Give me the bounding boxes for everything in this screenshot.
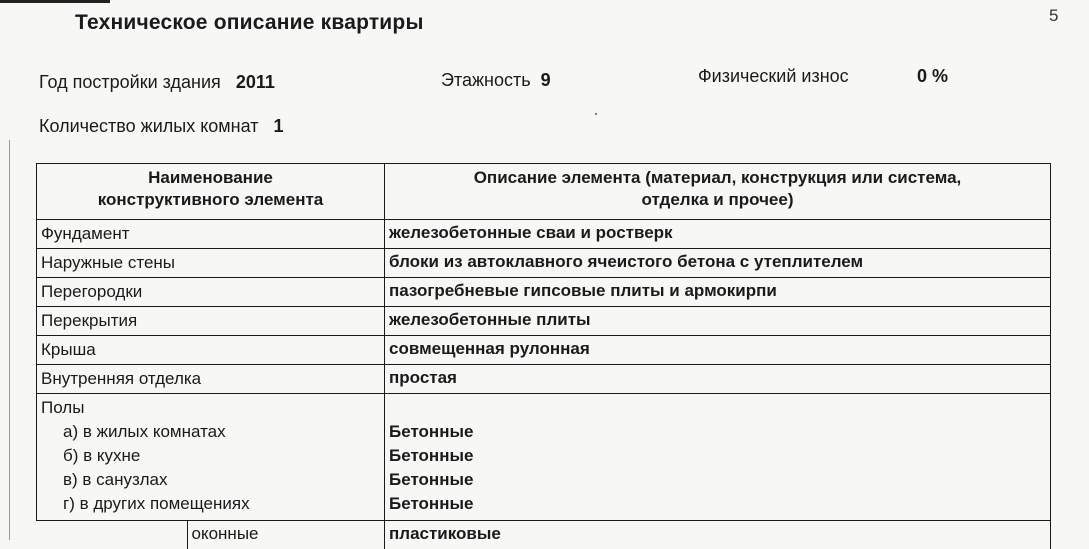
- table-row: [37, 336, 1051, 365]
- table-row: [37, 365, 1051, 394]
- windows-group-blank: [37, 521, 188, 549]
- row-desc: совмещенная рулонная: [385, 336, 1051, 365]
- row-name: Перегородки: [37, 278, 385, 307]
- floors-names-cell: [37, 394, 385, 521]
- physical-wear-value: 0 %: [917, 66, 948, 86]
- floors-item-desc: Бетонные: [389, 420, 1046, 444]
- page-title: Техническое описание квартиры: [75, 11, 424, 35]
- row-name: Внутренняя отделка: [37, 365, 385, 394]
- floors-item-desc: Бетонные: [389, 468, 1046, 492]
- year-built-value: 2011: [236, 72, 275, 92]
- row-desc: блоки из автоклавного ячеистого бетона с утеплителем: [385, 249, 1051, 278]
- floors-item-name: б) в кухне: [41, 444, 380, 468]
- floor-count-label: Этажность: [441, 70, 531, 90]
- structural-elements-table: [36, 163, 1051, 549]
- floors-label: Полы: [41, 396, 380, 420]
- floors-item-name: в) в санузлах: [41, 468, 380, 492]
- row-name: Перекрытия: [37, 307, 385, 336]
- header-element-description: Описание элемента (материал, конструкция или система, отделка и прочее): [385, 164, 1051, 220]
- floors-item-desc: Бетонные: [389, 444, 1046, 468]
- windows-desc: пластиковые: [385, 521, 1051, 549]
- floors-desc-spacer: [389, 396, 1046, 420]
- floors-row: [37, 394, 1051, 521]
- floor-count-value: 9: [541, 70, 551, 90]
- floors-item-desc: Бетонные: [389, 492, 1046, 516]
- living-rooms-label: Количество жилых комнат: [39, 116, 258, 136]
- row-desc: железобетонные плиты: [385, 307, 1051, 336]
- row-name: Крыша: [37, 336, 385, 365]
- windows-name-cell: [37, 521, 385, 549]
- table-row: [37, 278, 1051, 307]
- row-desc: простая: [385, 365, 1051, 394]
- living-rooms-value: 1: [273, 116, 283, 136]
- living-rooms: [39, 116, 284, 137]
- page-number: 5: [1049, 6, 1058, 26]
- physical-wear-value-box: [917, 66, 948, 87]
- floors-desc-cell: [385, 394, 1051, 521]
- scan-speck: [595, 113, 597, 115]
- row-desc: пазогребневые гипсовые плиты и армокирпи: [385, 278, 1051, 307]
- table-header-row: [37, 164, 1051, 220]
- physical-wear-label: Физический износ: [698, 66, 849, 86]
- floors-item-name: г) в других помещениях: [41, 492, 380, 516]
- table-row: [37, 220, 1051, 249]
- year-built: [39, 72, 275, 93]
- year-built-label: Год постройки здания: [39, 72, 221, 92]
- row-desc: железобетонные сваи и ростверк: [385, 220, 1051, 249]
- physical-wear: [698, 66, 849, 87]
- table-row: [37, 249, 1051, 278]
- windows-sub-name: оконные: [188, 521, 259, 549]
- header-element-name: Наименование конструктивного элемента: [37, 164, 385, 220]
- scan-edge-mark: [0, 0, 110, 3]
- row-name: Фундамент: [37, 220, 385, 249]
- floor-count: [441, 70, 551, 91]
- floors-item-name: а) в жилых комнатах: [41, 420, 380, 444]
- table-row: [37, 307, 1051, 336]
- windows-row: [37, 521, 1051, 549]
- scan-margin-line: [9, 140, 10, 540]
- row-name: Наружные стены: [37, 249, 385, 278]
